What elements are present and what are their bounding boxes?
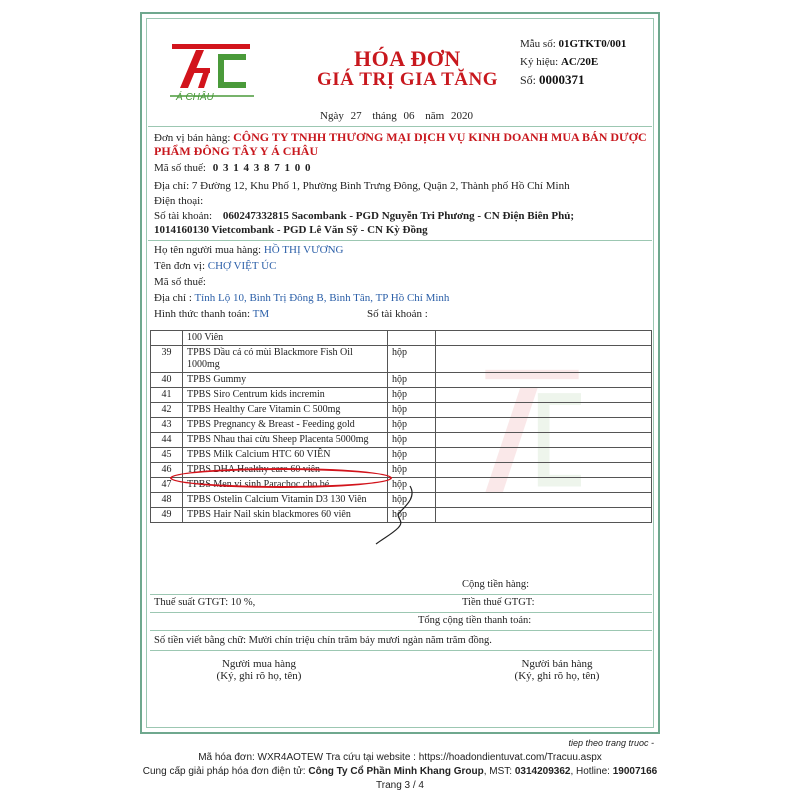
mst-value: 0314209362	[514, 766, 571, 777]
item-remaining-cells	[436, 448, 652, 463]
item-unit: hộp	[388, 448, 436, 463]
item-unit: hộp	[388, 373, 436, 388]
seller-signature-note: (Ký, ghi rõ họ, tên)	[514, 670, 600, 682]
table-row	[151, 373, 652, 388]
buyer-payment: TM	[252, 308, 270, 320]
item-remaining-cells	[436, 418, 652, 433]
item-remaining-cells	[436, 388, 652, 403]
seller-account-label: Số tài khoản:	[154, 210, 213, 222]
item-number: 46	[151, 463, 183, 478]
item-name: TPBS Pregnancy & Breast - Feeding gold	[183, 418, 388, 433]
item-name: TPBS Ostelin Calcium Vitamin D3 130 Viên	[183, 493, 388, 508]
table-row	[151, 418, 652, 433]
seller-tax-code: 0 3 1 4 3 8 7 1 0 0	[212, 162, 312, 174]
year-value: 2020	[450, 110, 473, 122]
logo-text: Á CHÂU	[176, 92, 214, 103]
buyer-tax-label: Mã số thuế:	[154, 276, 206, 288]
item-remaining-cells	[436, 331, 652, 346]
item-remaining-cells	[436, 493, 652, 508]
table-row	[151, 331, 652, 346]
item-name: TPBS Hair Nail skin blackmores 60 viên	[183, 508, 388, 523]
item-name: TPBS Nhau thai cừu Sheep Placenta 5000mg	[183, 433, 388, 448]
item-name: TPBS Milk Calcium HTC 60 VIÊN	[183, 448, 388, 463]
seller-signature-block	[482, 658, 632, 682]
table-row	[151, 433, 652, 448]
item-unit: hộp	[388, 493, 436, 508]
buyer-payment-row	[154, 308, 269, 320]
seller-signature-title: Người bán hàng	[521, 658, 593, 670]
seller-account-line1: 060247332815 Sacombank - PGD Nguyễn Tri Phương - CN Điện Biên Phủ;	[222, 210, 574, 222]
mst-label: , MST:	[483, 766, 513, 777]
table-row	[151, 346, 652, 373]
form-number-value: 01GTKT0/001	[558, 38, 627, 50]
item-name: TPBS Siro Centrum kids incremin	[183, 388, 388, 403]
seller-tax-row	[154, 162, 311, 174]
day-value: 27	[350, 110, 362, 122]
continued-note: tiep theo trang truoc -	[568, 738, 654, 748]
seller-account-line2: 1014160130 Vietcombank - PGD Lê Văn Sỹ - CN Kỳ Đồng	[154, 224, 428, 236]
hotline-value: 19007166	[612, 766, 658, 777]
item-unit: hộp	[388, 433, 436, 448]
buyer-address-row	[154, 292, 449, 304]
item-unit: hộp	[388, 418, 436, 433]
item-remaining-cells	[436, 508, 652, 523]
seller-address-label: Địa chỉ:	[154, 180, 190, 192]
serial-number	[520, 72, 585, 88]
seller-tax-label: Mã số thuế:	[154, 162, 206, 174]
seller-address-row	[154, 180, 570, 192]
seller-name-row-2	[154, 144, 318, 159]
seller-name-line1: CÔNG TY TNHH THƯƠNG MẠI DỊCH VỤ KINH DOANH MUA BÁN DƯỢC	[233, 130, 647, 144]
page-number: Trang 3 / 4	[376, 780, 424, 791]
item-unit: hộp	[388, 463, 436, 478]
seller-name-row	[154, 130, 647, 145]
item-number: 49	[151, 508, 183, 523]
buyer-unit-row	[154, 260, 276, 272]
hotline-label: , Hotline:	[570, 766, 610, 777]
item-remaining-cells	[436, 463, 652, 478]
in-words	[154, 635, 492, 646]
item-unit: hộp	[388, 403, 436, 418]
vat-rate	[154, 597, 255, 608]
form-number	[520, 38, 626, 50]
item-remaining-cells	[436, 346, 652, 373]
table-row	[151, 388, 652, 403]
seller-phone-row	[154, 195, 203, 207]
item-number: 42	[151, 403, 183, 418]
month-label: tháng	[372, 110, 397, 122]
divider	[148, 126, 652, 127]
seller-address: 7 Đường 12, Khu Phố 1, Phường Bình Trưng Đông, Quận 2, Thành phố Hồ Chí Minh	[191, 180, 570, 192]
item-number: 41	[151, 388, 183, 403]
subtotal-row	[150, 577, 652, 595]
item-number: 40	[151, 373, 183, 388]
invoice-subtitle: GIÁ TRỊ GIA TĂNG	[317, 69, 498, 90]
item-number: 47	[151, 478, 183, 493]
month-value: 06	[403, 110, 415, 122]
item-name: TPBS Dầu cá có mùi Blackmore Fish Oil 1000mg	[183, 346, 388, 373]
buyer-name: HỒ THỊ VƯƠNG	[263, 244, 344, 256]
invoice-date	[320, 110, 473, 122]
provider-name: Công Ty Cổ Phần Minh Khang Group	[308, 766, 484, 777]
in-words-row	[150, 633, 652, 651]
item-number: 43	[151, 418, 183, 433]
vat-rate-label: Thuế suất GTGT:	[154, 597, 229, 608]
item-unit: hộp	[388, 508, 436, 523]
buyer-tax-row	[154, 276, 206, 288]
invoice-title: HÓA ĐƠN	[354, 46, 461, 71]
in-words-value: Mười chín triệu chín trăm bảy mươi ngàn năm trăm đồng.	[248, 635, 492, 646]
seller-name-line2: PHẨM ĐÔNG TÂY Y Á CHÂU	[154, 144, 319, 158]
serial-value: 0000371	[539, 72, 585, 87]
item-unit	[388, 331, 436, 346]
vat-rate-value: 10 %,	[230, 597, 256, 608]
seller-name-label: Đơn vị bán hàng:	[154, 132, 231, 144]
buyer-name-row	[154, 244, 344, 256]
item-name: TPBS Healthy Care Vitamin C 500mg	[183, 403, 388, 418]
day-label: Ngày	[320, 110, 344, 122]
symbol-label: Ký hiệu:	[520, 56, 559, 68]
buyer-account-row	[367, 308, 428, 320]
in-words-label: Số tiền viết bằng chữ:	[154, 635, 247, 646]
vat-amount-label: Tiền thuế GTGT:	[462, 597, 535, 608]
item-number: 48	[151, 493, 183, 508]
vat-row	[150, 595, 652, 613]
handwritten-scribble	[364, 482, 424, 552]
item-name: 100 Viên	[183, 331, 388, 346]
item-remaining-cells	[436, 433, 652, 448]
provider-line	[0, 766, 800, 777]
handwritten-circle-annotation	[170, 468, 392, 488]
buyer-account-label: Số tài khoản :	[367, 308, 428, 320]
buyer-unit-label: Tên đơn vị:	[154, 260, 206, 272]
seller-phone-label: Điện thoại:	[154, 195, 204, 207]
year-label: năm	[425, 110, 445, 122]
buyer-unit: CHỢ VIỆT ÚC	[207, 260, 277, 272]
seller-account-row-2	[154, 224, 428, 236]
symbol-value: AC/20E	[560, 56, 599, 68]
table-row	[151, 403, 652, 418]
item-unit: hộp	[388, 388, 436, 403]
item-number: 39	[151, 346, 183, 373]
lookup-line: Mã hóa đơn: WXR4AOTEW Tra cứu tại website : https://hoadondientuvat.com/Tracuu.aspx	[198, 752, 602, 763]
buyer-address-label: Địa chỉ :	[154, 292, 192, 304]
invoice-sheet	[140, 12, 660, 734]
subtotal-label: Cộng tiền hàng:	[462, 579, 530, 590]
item-number	[151, 331, 183, 346]
buyer-signature-title: Người mua hàng	[221, 658, 297, 670]
buyer-signature-block	[184, 658, 334, 682]
buyer-signature-note: (Ký, ghi rõ họ, tên)	[216, 670, 302, 682]
item-number: 45	[151, 448, 183, 463]
item-number: 44	[151, 433, 183, 448]
item-remaining-cells	[436, 403, 652, 418]
divider	[148, 240, 652, 241]
buyer-payment-label: Hình thức thanh toán:	[154, 308, 251, 320]
grand-total-label: Tổng cộng tiền thanh toán:	[418, 615, 532, 626]
symbol	[520, 56, 598, 68]
seller-account-row	[154, 210, 574, 222]
form-number-label: Mẫu số:	[520, 38, 556, 50]
buyer-address: Tỉnh Lộ 10, Bình Trị Đông B, Bình Tân, TP Hồ Chí Minh	[194, 292, 450, 304]
item-unit: hộp	[388, 346, 436, 373]
item-remaining-cells	[436, 373, 652, 388]
serial-label: Số:	[520, 73, 537, 87]
provider-prefix: Cung cấp giải pháp hóa đơn điện tử:	[142, 766, 306, 777]
grand-total-row	[150, 613, 652, 631]
table-row	[151, 448, 652, 463]
item-name: TPBS Men vi sinh Parachoc cho bé	[183, 478, 388, 493]
buyer-name-label: Họ tên người mua hàng:	[154, 244, 262, 256]
item-remaining-cells	[436, 478, 652, 493]
item-unit: hộp	[388, 478, 436, 493]
item-name: TPBS DHA Healthy care 60 viên	[183, 463, 388, 478]
item-name: TPBS Gummy	[183, 373, 388, 388]
